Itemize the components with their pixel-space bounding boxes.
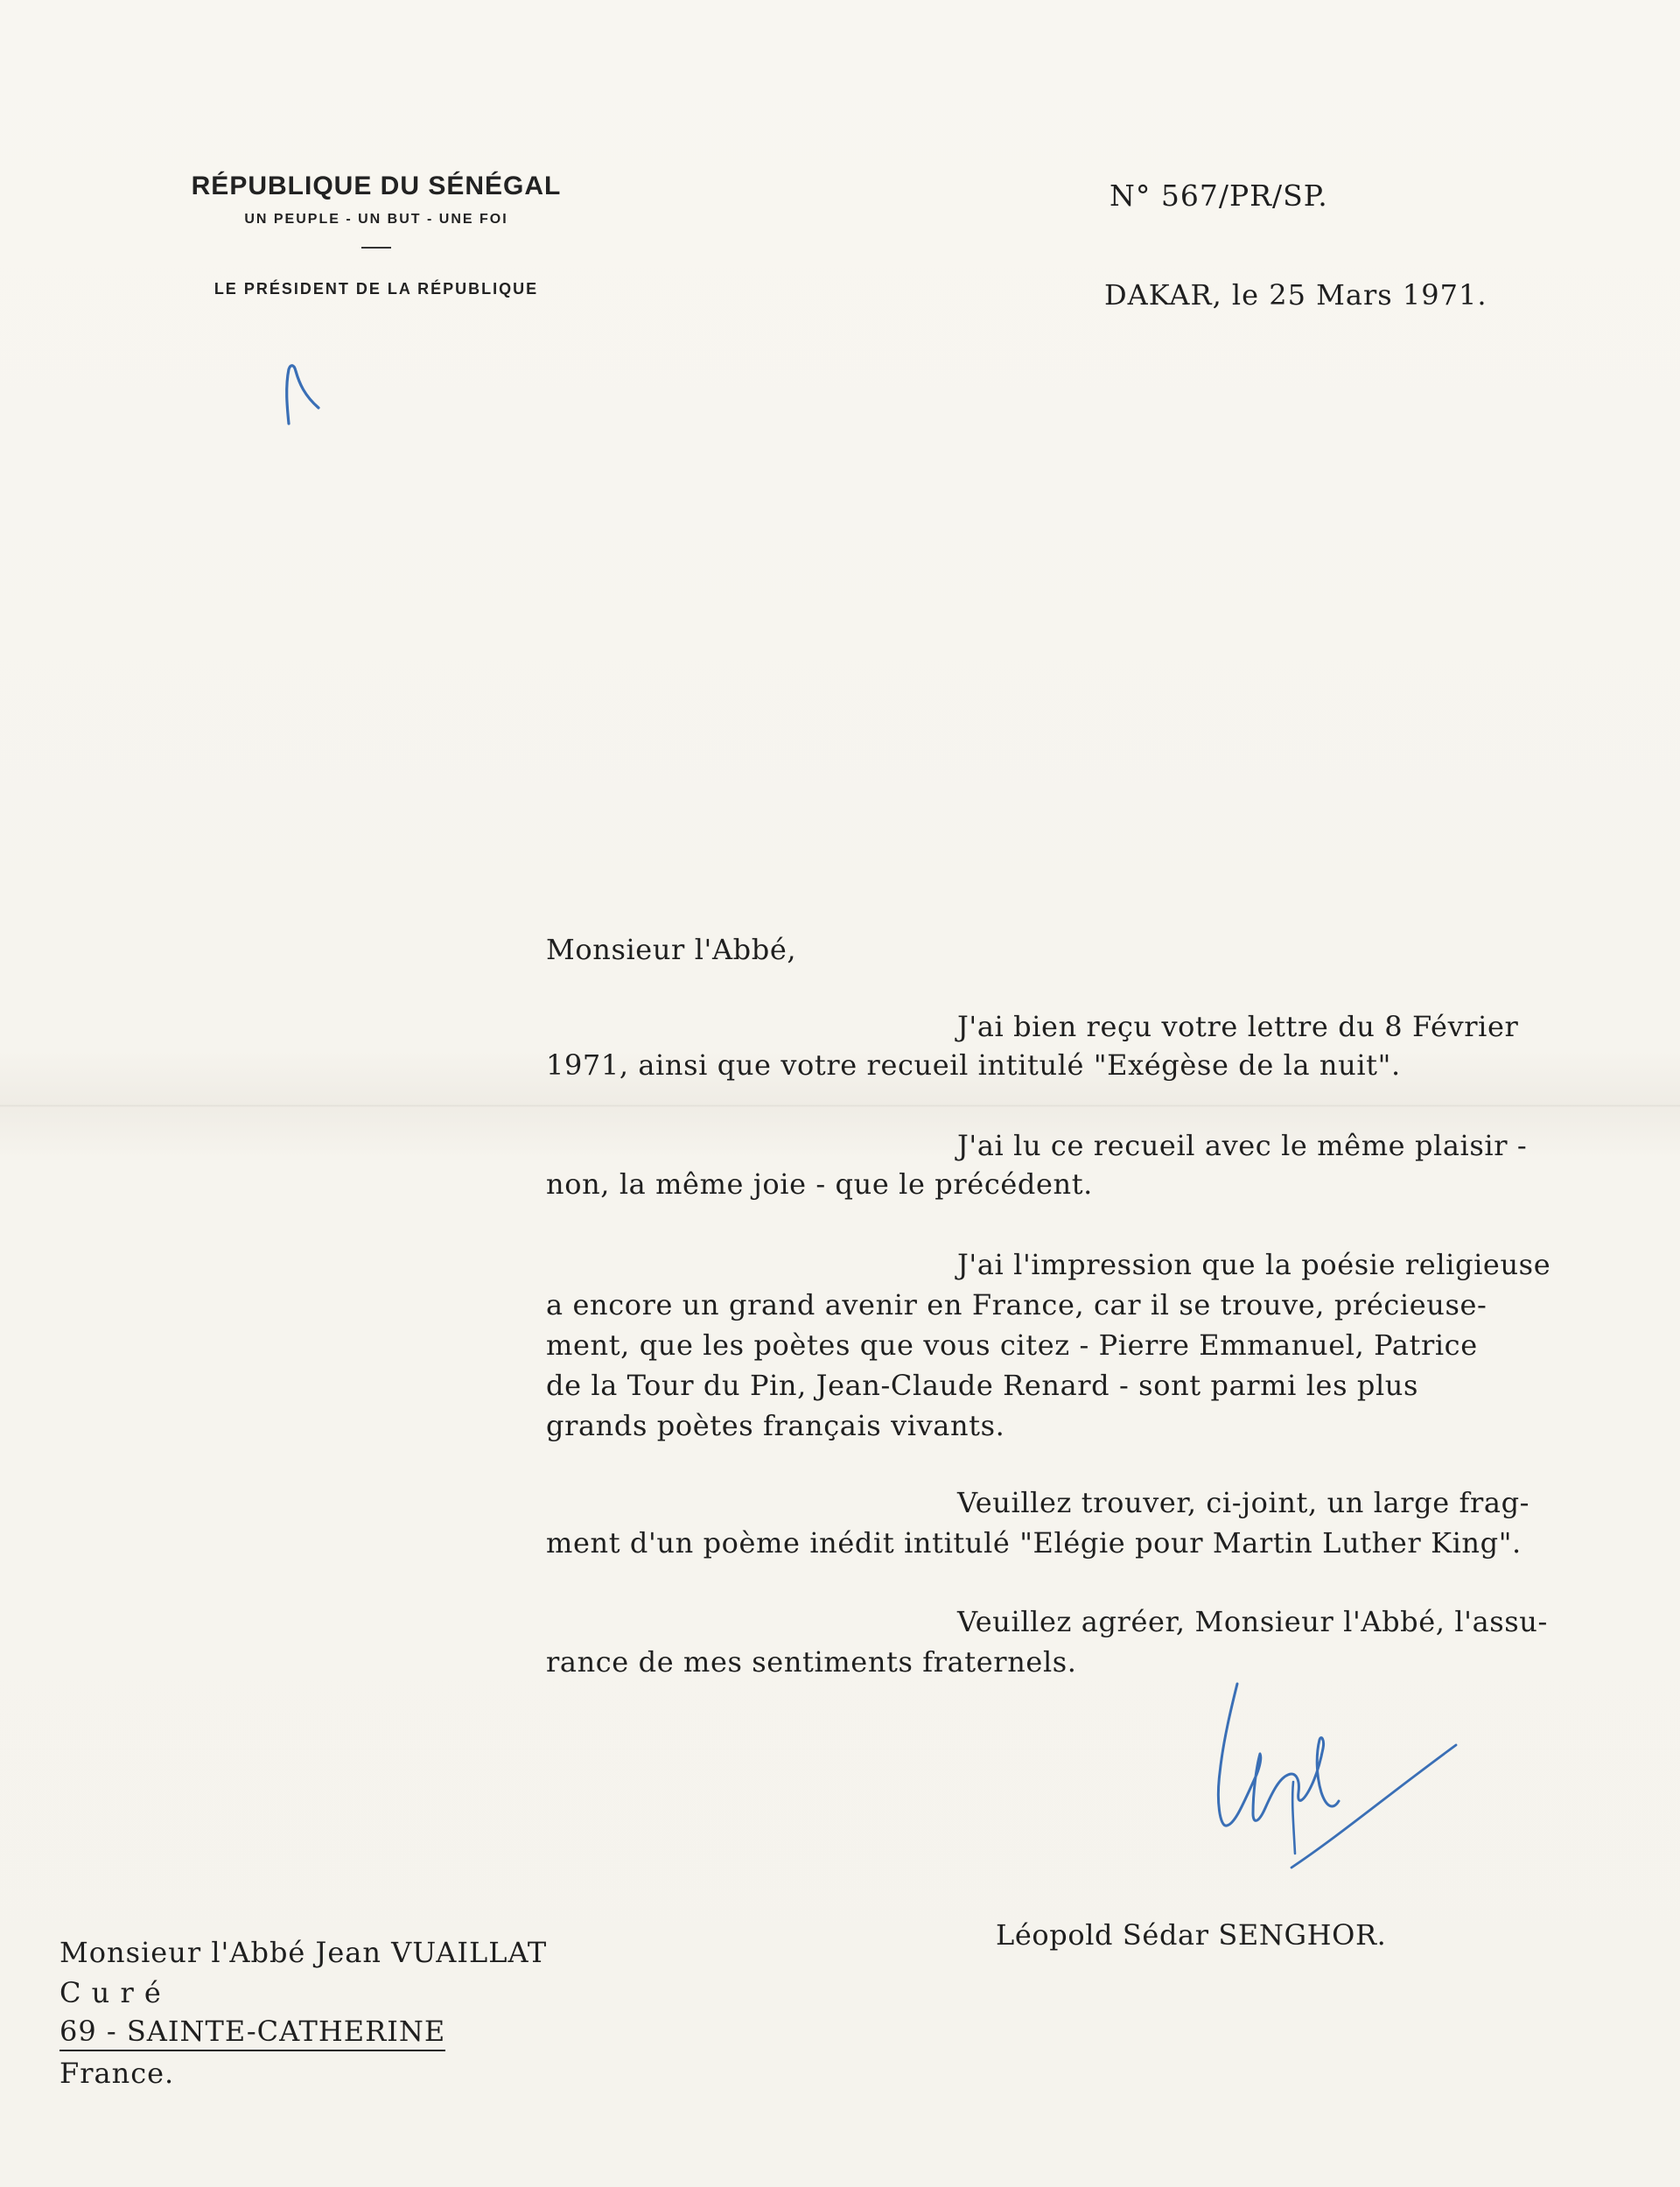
signatory-name: Léopold Sédar SENGHOR. [996, 1918, 1387, 1952]
address-line-title: C u r é [60, 1976, 162, 2009]
paragraph-line: a encore un grand avenir en France, car il se trouve, précieuse- [546, 1288, 1488, 1321]
letterhead-motto: UN PEUPLE - UN BUT - UNE FOI [244, 212, 508, 227]
paragraph-line: J'ai l'impression que la poésie religieuse [957, 1248, 1551, 1281]
paragraph-line: J'ai bien reçu votre lettre du 8 Février [957, 1010, 1519, 1043]
letterhead-office: LE PRÉSIDENT DE LA RÉPUBLIQUE [214, 280, 539, 298]
paragraph-line: ment, que les poètes que vous citez - Pierre Emmanuel, Patrice [546, 1328, 1478, 1362]
paragraph-line: rance de mes sentiments fraternels. [546, 1645, 1077, 1679]
handwritten-initial-mark [278, 357, 331, 431]
paragraph-line: grands poètes français vivants. [546, 1409, 1005, 1442]
letterhead-divider [361, 247, 391, 249]
letter-date: DAKAR, le 25 Mars 1971. [1104, 278, 1488, 312]
salutation: Monsieur l'Abbé, [546, 933, 797, 966]
address-line-name: Monsieur l'Abbé Jean VUAILLAT [60, 1936, 548, 1969]
paragraph-line: de la Tour du Pin, Jean-Claude Renard - sont parmi les plus [546, 1369, 1419, 1402]
paragraph-line: ment d'un poème inédit intitulé "Elégie pour Martin Luther King". [546, 1526, 1522, 1560]
address-line-country: France. [60, 2057, 175, 2090]
letterhead-country: RÉPUBLIQUE DU SÉNÉGAL [191, 172, 562, 200]
handwritten-signature [1208, 1670, 1470, 1880]
paragraph-line: Veuillez trouver, ci-joint, un large frag- [957, 1486, 1530, 1519]
paragraph-line: J'ai lu ce recueil avec le même plaisir - [957, 1129, 1528, 1162]
paragraph-line: Veuillez agréer, Monsieur l'Abbé, l'assu- [957, 1605, 1548, 1638]
letterhead [131, 172, 621, 298]
paper-fold [0, 1104, 1680, 1107]
address-line-locality: 69 - SAINTE-CATHERINE [60, 2015, 445, 2051]
paragraph-line: 1971, ainsi que votre recueil intitulé "Exégèse de la nuit". [546, 1048, 1401, 1082]
reference-number: N° 567/PR/SP. [1110, 179, 1328, 213]
paragraph-line: non, la même joie - que le précédent. [546, 1167, 1093, 1201]
